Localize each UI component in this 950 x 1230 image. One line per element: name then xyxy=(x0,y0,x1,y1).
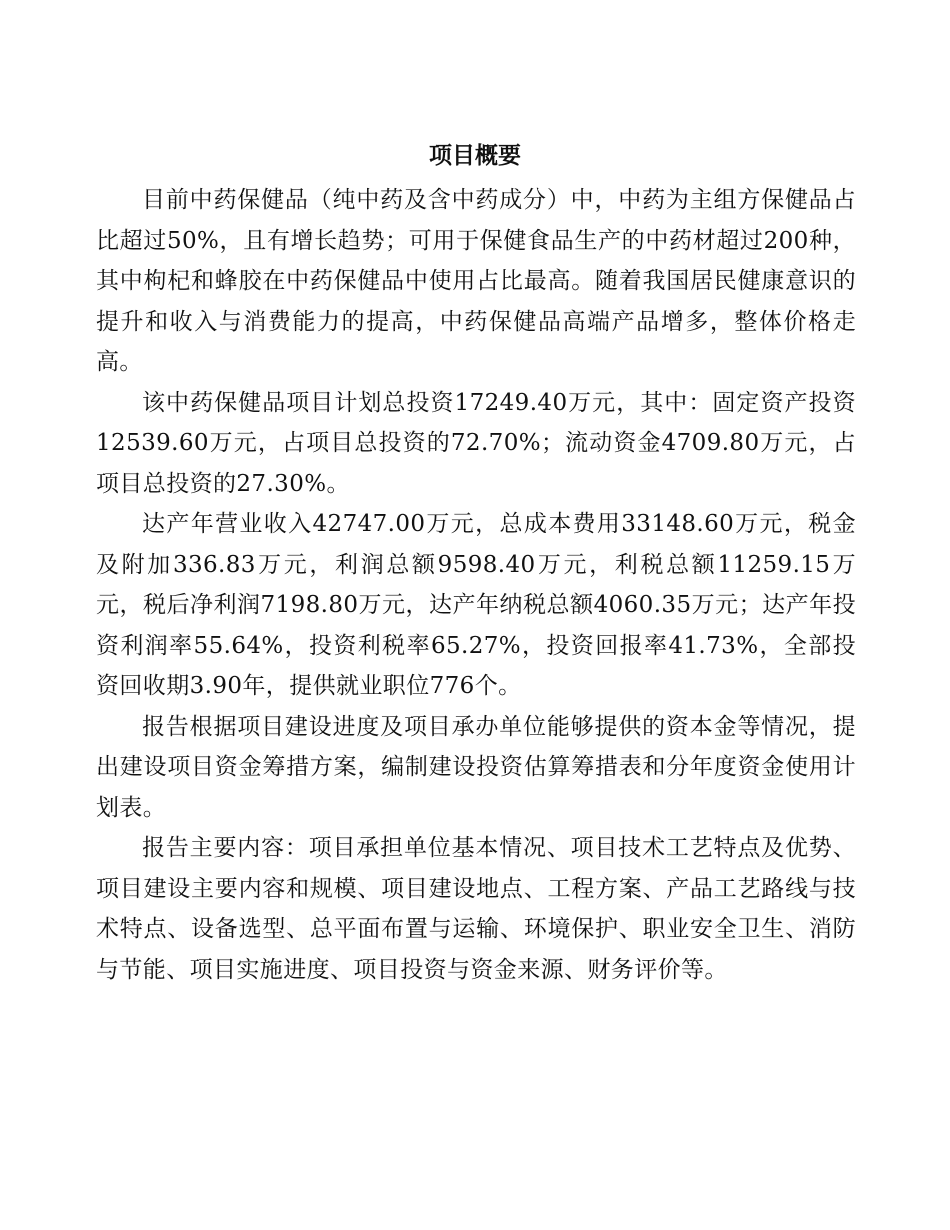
section-body xyxy=(96,180,856,990)
paragraph-funding-plan: 报告根据项目建设进度及项目承办单位能够提供的资本金等情况，提出建设项目资金筹措方案，编制建设投资估算筹措表和分年度资金使用计划表。 xyxy=(96,713,856,821)
section-title: 项目概要 xyxy=(429,143,521,169)
paragraph-investment: 该中药保健品项目计划总投资17249.40万元，其中：固定资产投资12539.60万元，占项目总投资的72.70%；流动资金4709.80万元，占项目总投资的27.30%。 xyxy=(96,389,856,497)
paragraph-report-contents: 报告主要内容：项目承担单位基本情况、项目技术工艺特点及优势、项目建设主要内容和规模、项目建设地点、工程方案、产品工艺路线与技术特点、设备选型、总平面布置与运输、环境保护、职业安全卫生、消防与节能、项目实施进度、项目投资与资金来源、财务评价等。 xyxy=(96,835,856,983)
paragraph-financials: 达产年营业收入42747.00万元，总成本费用33148.60万元，税金及附加336.83万元，利润总额9598.40万元，利税总额11259.15万元，税后净利润7198.80万元，达产年纳税总额4060.35万元；达产年投资利润率55.64%，投资利税率65.27%，投资回报率41.73%，全部投资回收期3.90年，提供就业职位776个。 xyxy=(96,511,856,699)
paragraph-market-overview: 目前中药保健品（纯中药及含中药成分）中，中药为主组方保健品占比超过50%，且有增长趋势；可用于保健食品生产的中药材超过200种，其中枸杞和蜂胶在中药保健品中使用占比最高。随着我国居民健康意识的提升和收入与消费能力的提高，中药保健品高端产品增多，整体价格走高。 xyxy=(96,187,856,375)
